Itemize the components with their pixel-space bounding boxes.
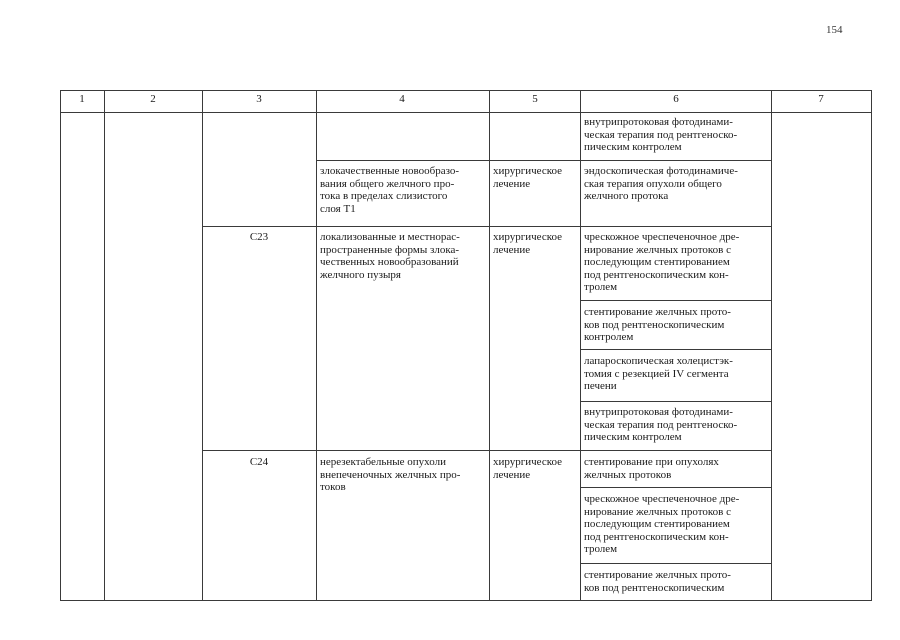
- column-header-6: 6: [673, 93, 679, 105]
- method-cell: чрескожное чреспеченочное дре- нирование желчных протоков с последующим стентированием под рентгеноскопическим кон- тролем: [584, 231, 740, 293]
- method-cell: чрескожное чреспеченочное дре- нирование желчных протоков с последующим стентированием под рентгеноскопическим кон- тролем: [584, 493, 740, 555]
- row-divider: [580, 563, 771, 564]
- method-cell: стентирование при опухолях желчных протоков: [584, 456, 719, 481]
- row-divider: [580, 349, 771, 350]
- method-cell: стентирование желчных прото- ков под рентгеноскопическим: [584, 569, 731, 594]
- table-top-border: [60, 90, 872, 91]
- row-divider: [580, 300, 771, 301]
- method-cell: внутрипротоковая фотодинами- ческая терапия под рентгеноско- пическим контролем: [584, 116, 738, 153]
- column-header-5: 5: [532, 93, 538, 105]
- column-header-3: 3: [256, 93, 262, 105]
- column-header-7: 7: [818, 93, 824, 105]
- column-header-2: 2: [150, 93, 156, 105]
- page-number: 154: [826, 24, 843, 36]
- row-divider: [316, 160, 771, 161]
- method-cell: внутрипротоковая фотодинами- ческая терапия под рентгеноско- пическим контролем: [584, 406, 738, 443]
- disease-cell: локализованные и местнорас- пространенные формы злока- чественных новообразований желчного пузыря: [320, 231, 460, 281]
- disease-cell: нерезектабельные опухоли внепеченочных желчных про- токов: [320, 456, 461, 493]
- treatment-type-cell: хирургическое лечение: [493, 456, 563, 481]
- treatment-type-cell: хирургическое лечение: [493, 165, 563, 190]
- method-cell: стентирование желчных прото- ков под рентгеноскопическим контролем: [584, 306, 731, 343]
- column-header-1: 1: [79, 93, 85, 105]
- column-border: [104, 90, 105, 601]
- column-border: [489, 90, 490, 601]
- icd-code-cell: C23: [249, 231, 269, 243]
- treatment-type-cell: хирургическое лечение: [493, 231, 563, 256]
- method-cell: лапароскопическая холецистэк- томия с резекцией IV сегмента печени: [584, 355, 733, 392]
- disease-cell: злокачественные новообразо- вания общего желчного про- тока в пределах слизистого слоя T1: [320, 165, 460, 215]
- row-divider: [202, 226, 771, 227]
- column-border: [60, 90, 61, 601]
- row-divider: [580, 401, 771, 402]
- column-border: [871, 90, 872, 601]
- column-border: [580, 90, 581, 601]
- method-cell: эндоскопическая фотодинамиче- ская терапия опухоли общего желчного протока: [584, 165, 738, 202]
- row-divider: [202, 450, 771, 451]
- column-border: [316, 90, 317, 601]
- header-bottom-border: [60, 112, 872, 113]
- icd-code-cell: C24: [249, 456, 269, 468]
- column-border: [202, 90, 203, 601]
- table-bottom-border: [60, 600, 872, 601]
- column-header-4: 4: [399, 93, 405, 105]
- column-border: [771, 90, 772, 601]
- row-divider: [580, 487, 771, 488]
